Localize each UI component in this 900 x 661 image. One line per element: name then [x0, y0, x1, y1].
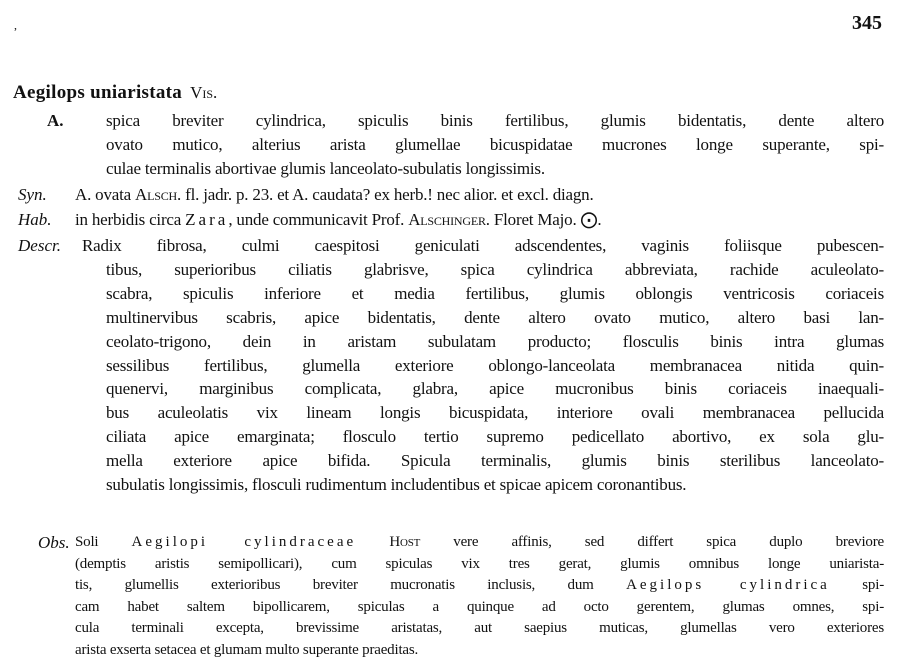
text-run: subulatis longissimis, flosculi rudimentum includentibus et spicae apicem coronantibus. — [106, 475, 687, 494]
text-line — [106, 354, 884, 378]
spaced-name: Aegilops cylindrica — [626, 577, 830, 594]
species-author: Vis. — [190, 83, 218, 102]
text-run: fl. jadr. p. 23. et A. caudata? ex herb.! nec alior. et excl. diagn. — [181, 185, 594, 204]
text-line — [75, 208, 884, 232]
text-run: spica breviter cylindrica, spiculis binis fertilibus, glumis bidentatis, dente altero — [106, 111, 884, 130]
spaced-name: Zara — [185, 210, 229, 229]
text-run: tis, glumellis exterioribus breviter mucronatis inclusis, dum — [75, 577, 627, 594]
text-line — [106, 306, 884, 330]
text-run: in herbidis circa — [75, 210, 186, 229]
text-line — [106, 258, 884, 282]
text-run: vere affinis, sed differt spica duplo breviore — [420, 534, 884, 550]
text-run: quenervi, marginibus complicata, glabra, apice mucronibus binis coriaceis inaequali- — [106, 379, 884, 399]
text-run: arista exserta setacea et glumam multo superante praeditas. — [75, 642, 419, 658]
text-line — [75, 617, 884, 639]
text-run: ceolato-trigono, dein in aristam subulatam producto; flosculis binis intra glumas — [106, 331, 884, 351]
text-line — [75, 574, 884, 596]
text-line — [75, 553, 884, 575]
text-line — [75, 183, 884, 207]
species-heading — [13, 82, 217, 104]
text-line — [106, 282, 884, 306]
text-line — [106, 473, 884, 497]
text-run: bus aculeolatis vix lineam longis bicuspidata, interiore ovali membranacea pellucida — [106, 403, 884, 423]
text-line — [106, 377, 884, 401]
author-name: Host — [389, 534, 421, 550]
text-line — [82, 234, 884, 258]
text-run: sessilibus fertilibus, glumella exteriore oblongo-lanceolata membranacea nitida quin- — [106, 355, 884, 375]
text-line — [106, 157, 884, 181]
text-run: Floret Majo. ⨀. — [489, 210, 602, 229]
text-run: mella exteriore apice bifida. Spicula terminalis, glumis binis sterilibus lanceolato- — [106, 451, 884, 471]
text-line — [106, 425, 884, 449]
text-run: Soli — [75, 534, 132, 550]
text-run: ovato mutico, alterius arista glumellae bicuspidatae mucrones longe superante, spi- — [106, 135, 884, 154]
section-label: Descr. — [18, 236, 61, 255]
page-number: 345 — [852, 12, 882, 34]
text-run: A. ovata — [75, 185, 136, 204]
text-line — [106, 449, 884, 473]
section-label: Obs. — [38, 533, 70, 552]
spaced-name: Aegilopi cylindraceae — [131, 534, 357, 550]
text-run: multinervibus scabris, apice bidentatis, dente altero ovato mutico, altero basi lan- — [106, 307, 884, 327]
text-line — [75, 639, 884, 661]
text-run: spi- — [829, 577, 884, 594]
text-run: scabra, spiculis inferiore et media fertilibus, glumis oblongis ventricosis coriaceis — [106, 283, 884, 303]
text-line — [106, 133, 884, 157]
text-run: (demptis aristis semipollicari), cum spiculas vix tres gerat, glumis omnibus longe uniarista- — [75, 555, 884, 572]
text-run: tibus, superioribus ciliatis glabrisve, spica cylindrica abbreviata, rachide aculeolato- — [106, 259, 884, 279]
text-line — [106, 401, 884, 425]
text-run: Radix fibrosa, culmi caespitosi geniculati adscendentes, vaginis foliisque pubescen- — [82, 236, 884, 255]
text-run: cula terminali excepta, brevissime aristatas, aut saepius muticas, glumellas vero exteriores — [75, 620, 884, 637]
author-name: Alschinger. — [408, 210, 490, 229]
section-label: Hab. — [18, 210, 52, 229]
text-line — [75, 596, 884, 618]
text-run: culae terminalis abortivae glumis lanceolato-subulatis longissimis. — [106, 159, 545, 178]
text-run: ciliata apice emarginata; flosculo tertio supremo pedicellato abortivo, ex sola glu- — [106, 427, 884, 447]
text-run — [356, 534, 389, 550]
author-name: Alsch. — [135, 185, 182, 204]
text-line — [106, 109, 884, 133]
text-run: , unde communicavit Prof. — [228, 210, 409, 229]
species-name: Aegilops uniaristata — [13, 82, 183, 103]
text-line — [75, 531, 884, 553]
text-line — [106, 330, 884, 354]
text-run: cam habet saltem bipollicarem, spiculas a quinque ad octo gerentem, glumas omnes, spi- — [75, 598, 884, 615]
section-label: Syn. — [18, 185, 47, 204]
margin-mark: , — [14, 18, 17, 32]
section-label: A. — [47, 111, 64, 130]
